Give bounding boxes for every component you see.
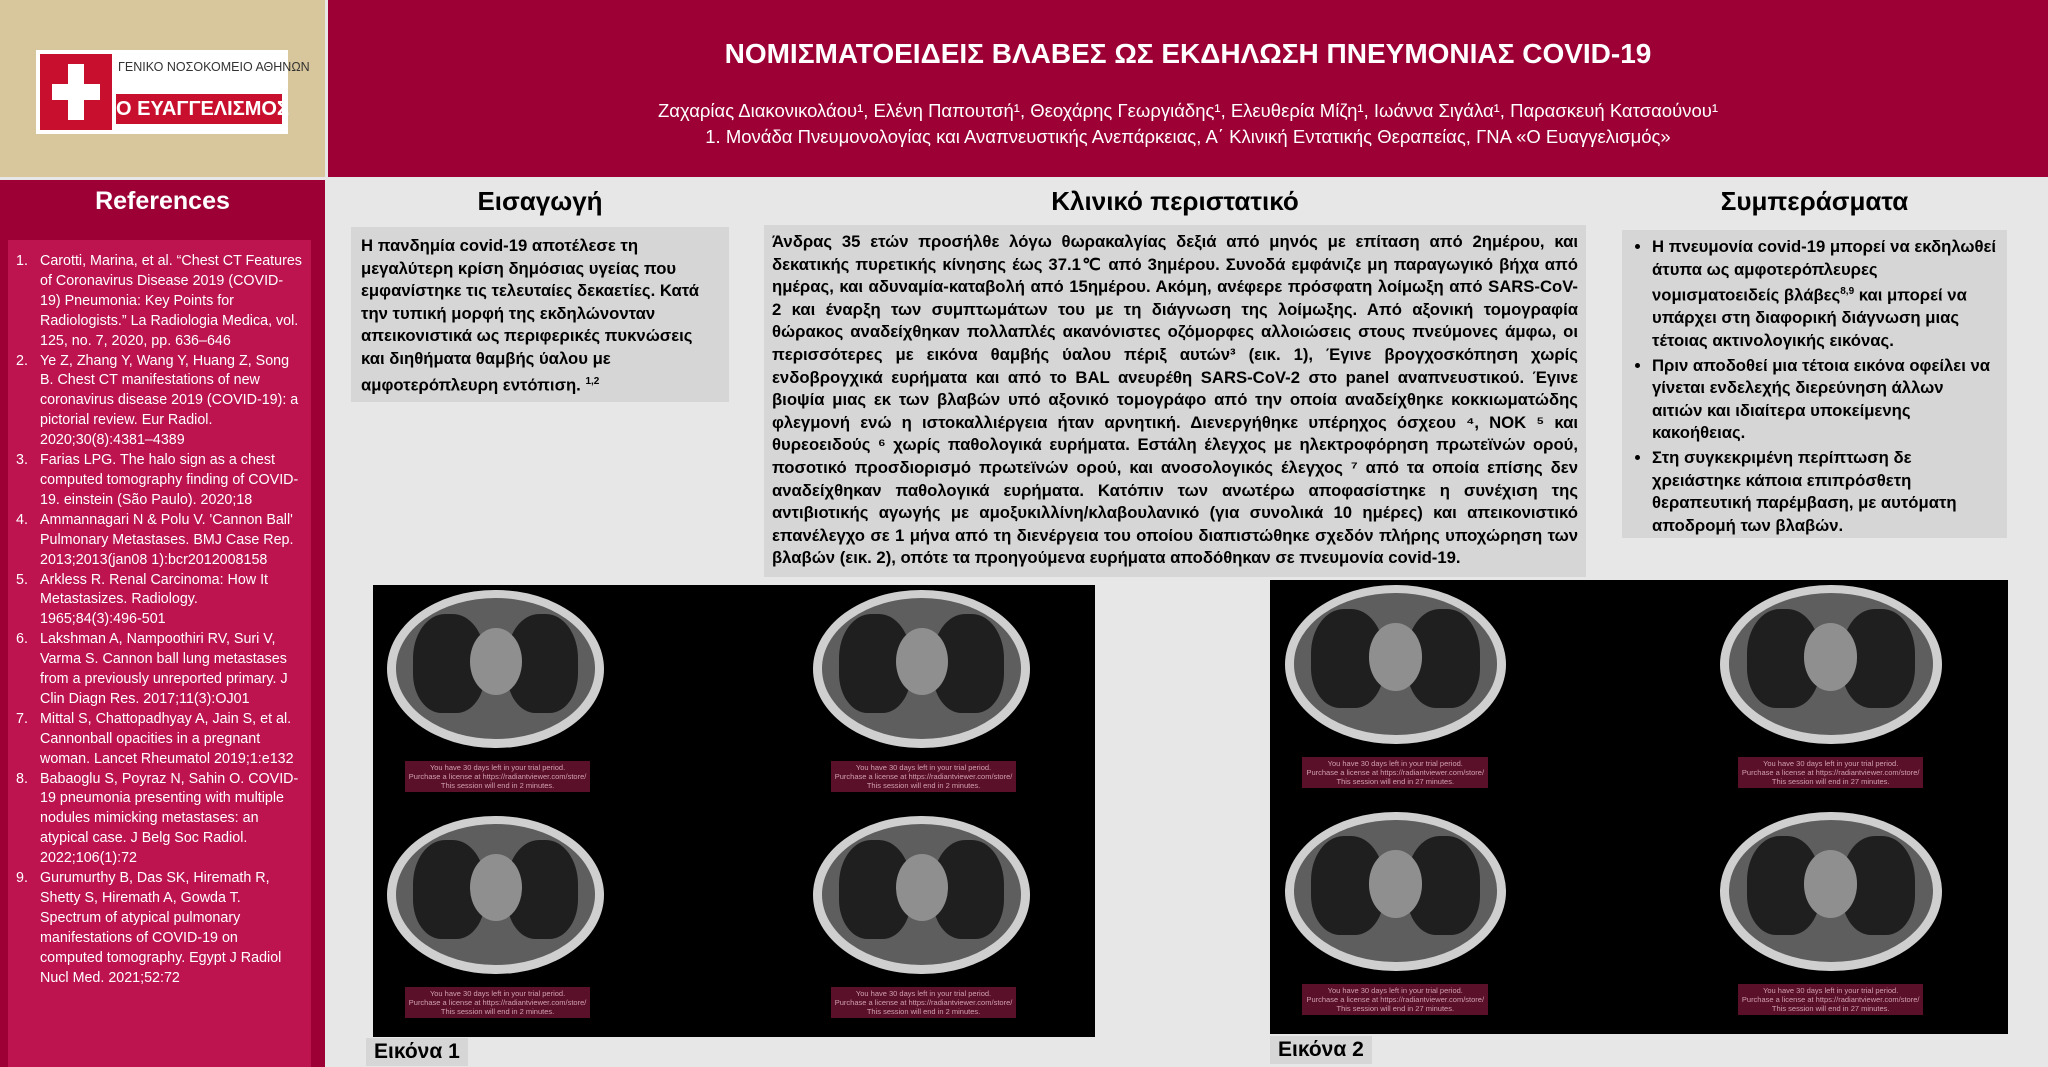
conclusions-box	[1622, 230, 2007, 538]
reference-item	[16, 630, 303, 710]
viewer-watermark: You have 30 days left in your trial period. Purchase a license at https://radiantviewer.com/store/ This session will end in 2 minutes.	[831, 761, 1017, 792]
viewer-watermark: You have 30 days left in your trial period. Purchase a license at https://radiantviewer.com/store/ This session will end in 2 minutes.	[405, 987, 591, 1018]
reference-text: Carotti, Marina, et al. “Chest CT Features of Coronavirus Disease 2019 (COVID-19) Pneumonia: Key Points for Radiologists.” La Radiologia Medica, vol. 125, no. 7, 2020, pp. 636–646	[40, 253, 302, 349]
logo-line2: Ο ΕΥΑΓΓΕΛΙΣΜΟΣ	[116, 94, 282, 124]
reference-text: Mittal S, Chattopadhyay A, Jain S, et al. Cannonball opacities in a pregnant woman. Lancet Rheumatol 2019;1:e132	[40, 710, 294, 767]
ct-scan-image	[1720, 812, 1941, 989]
reference-number: 2.	[16, 352, 28, 369]
references-title: References	[95, 187, 230, 215]
reference-item	[16, 869, 303, 988]
reference-number: 1.	[16, 253, 28, 269]
figure-2-ct-scans	[1270, 580, 2008, 1034]
viewer-watermark: You have 30 days left in your trial period. Purchase a license at https://radiantviewer.com/store/ This session will end in 27 minutes.	[1302, 757, 1488, 788]
ct-scan-image	[387, 816, 604, 992]
viewer-watermark: You have 30 days left in your trial period. Purchase a license at https://radiantviewer.com/store/ This session will end in 27 minutes.	[1302, 984, 1488, 1015]
references-box	[8, 240, 311, 1067]
reference-item	[16, 511, 303, 571]
case-heading: Κλινικό περιστατικό	[1051, 186, 1299, 216]
reference-text: Lakshman A, Nampoothiri RV, Suri V, Varma S. Cannon ball lung metastases from a previously unreported primary. J Clin Diagn Res. 2017;11(3):OJ01	[40, 631, 288, 707]
reference-text: Ammannagari N & Polu V. 'Cannon Ball' Pulmonary Metastases. BMJ Case Rep. 2013;2013(jan08 1):bcr2012008158	[40, 511, 294, 568]
reference-text: Ye Z, Zhang Y, Wang Y, Huang Z, Song B. Chest CT manifestations of new coronavirus disease 2019 (COVID-19): a pictorial review. Eur Radiol. 2020;30(8):4381–4389	[40, 352, 299, 449]
reference-number: 9.	[16, 870, 28, 887]
conclusion-item: • Πριν αποδοθεί μια τέτοια εικόνα οφείλει να γίνεται ενδελεχής διερεύνηση άλλων αιτιών και ιδιαίτερα υποκείμενης κακοήθειας.	[1652, 355, 1997, 445]
viewer-watermark: You have 30 days left in your trial period. Purchase a license at https://radiantviewer.com/store/ This session will end in 2 minutes.	[405, 761, 591, 792]
ct-scan-image	[387, 590, 604, 766]
logo-line1: ΓΕΝΙΚΟ ΝΟΣΟΚΟΜΕΙΟ ΑΘΗΝΩΝ	[118, 60, 310, 74]
figure-1-caption: Εικόνα 1	[366, 1038, 468, 1066]
ct-scan-image	[1285, 585, 1506, 762]
reference-number: 5.	[16, 571, 28, 588]
reference-item	[16, 252, 303, 352]
reference-item	[16, 352, 303, 452]
reference-text: Babaoglu S, Poyraz N, Sahin O. COVID-19 pneumonia presenting with multiple nodules mimicking metastases: an atypical case. J Belg Soc Radiol. 2022;106(1):72	[40, 770, 299, 867]
figure-2-caption: Εικόνα 2	[1270, 1036, 1372, 1064]
ct-scan-image	[813, 590, 1030, 766]
conclusion-item: • Η πνευμονία covid-19 μπορεί να εκδηλωθεί άτυπα ως αμφοτερόπλευρες νομισματοειδείς βλάβες$^{8,9}$ και μπορεί να υπάρχει στη διαφορική διάγνωση μιας τέτοιας ακτινολογικής εικόνας.	[1652, 236, 1997, 353]
conclusions-list	[1630, 236, 1997, 537]
viewer-watermark: You have 30 days left in your trial period. Purchase a license at https://radiantviewer.com/store/ This session will end in 27 minutes.	[1738, 757, 1924, 788]
conclusions-heading: Συμπεράσματα	[1720, 186, 1909, 216]
ct-scan-image	[1285, 812, 1506, 989]
reference-number: 8.	[16, 770, 28, 787]
reference-number: 7.	[16, 710, 28, 727]
reference-item	[16, 770, 303, 870]
viewer-watermark: You have 30 days left in your trial period. Purchase a license at https://radiantviewer.com/store/ This session will end in 27 minutes.	[1738, 984, 1924, 1015]
authors: Ζαχαρίας Διακονικολάου¹, Ελένη Παπουτσή¹, Θεοχάρης Γεωργιάδης¹, Ελευθερία Μίζη¹, Ιωάννα Σιγάλα¹, Παρασκευή Κατσαούνου¹	[657, 100, 1719, 121]
viewer-watermark: You have 30 days left in your trial period. Purchase a license at https://radiantviewer.com/store/ This session will end in 2 minutes.	[831, 987, 1017, 1018]
intro-text: Η πανδημία covid-19 αποτέλεσε τη μεγαλύτερη κρίση δημόσιας υγείας που εμφανίστηκε τις τελευταίες δεκαετίες. Κατά την τυπική μορφή της εκδηλώνονταν απεικονιστικά ως περιφερικές πυκνώσεις και διηθήματα θαμβής ύαλου με αμφοτερόπλευρη εντόπιση.	[361, 236, 700, 395]
reference-number: 4.	[16, 511, 28, 528]
case-box	[764, 225, 1586, 577]
logo-panel	[0, 0, 325, 177]
poster-title: ΝΟΜΙΣΜΑΤΟΕΙΔΕΙΣ ΒΛΑΒΕΣ ΩΣ ΕΚΔΗΛΩΣΗ ΠΝΕΥΜΟΝΙΑΣ COVID-19	[724, 38, 1652, 69]
figure-1-ct-scans	[373, 585, 1095, 1037]
case-text: Άνδρας 35 ετών προσήλθε λόγω θωρακαλγίας δεξιά από μηνός με επίταση από 2ημέρου, και δεκατικής πυρετικής κίνησης έως 37.1℃ από 3ημέρου. Συνοδά εμφάνιζε μη παραγωγικό βήχα από ημέρας, και αδυναμία-καταβολή από 15ημέρου. Ακόμη, ανέφερε πρόσφατη λοίμωξη από SARS-CoV-2 και έναρξη των συμπτωμάτων του με τη διάγνωση της λοίμωξης. Από αξονική τομογραφία θώρακος αναδείχθηκαν πολλαπλές ακανόνιστες οζόμορφες αλλοιώσεις στους πνεύμονες άμφω, οι περισσότερες με εικόνα θαμβής ύαλου πέριξ αυτών³ (εικ. 1), Έγινε βρογχοσκόπηση χωρίς ενδοβρογχικά ευρήματα και από το BAL ανευρέθη SARS-CoV-2 στο panel αναπνευστικού. Έγινε βιοψία μιας εκ των βλαβών υπό αξονικό τομογράφο από την οποία αναδείχθηκε κοκκιωματώδης φλεγμονή ενώ η ιστοκαλλιέργεια ήταν αρνητική. Διενεργήθηκε υπέρηχος όσχεου ⁴, ΝΟΚ ⁵ και θυρεοειδούς ⁶ χωρίς παθολογικά ευρήματα. Εστάλη έλεγχος με ηλεκτροφόρηση πρωτεϊνών ορού, ποσοτικό προσδιορισμό πρωτεϊνών ορού, και ανοσολογικός έλεγχος ⁷ από τα οποία επίσης δεν αναδείχθηκαν παθολογικά ευρήματα. Κατόπιν των ανωτέρω αποφασίστηκε η συνέχιση της αντιβιοτικής αγωγής με αμοξυκιλλίνη/κλαβουλανικό (για συνολικά 10 ημέρες) και απεικονιστικό επανέλεγχο σε 1 μήνα από τη διενέργεια του οποίου διαπιστώθηκε σχεδόν πλήρης υποχώρηση των βλαβών (εικ. 2), οπότε τα προηγούμενα ευρήματα αποδόθηκαν σε πνευμονία covid-19.	[772, 232, 1578, 568]
reference-text: Arkless R. Renal Carcinoma: How It Metastasizes. Radiology. 1965;84(3):496-501	[40, 571, 269, 628]
reference-number: 6.	[16, 631, 28, 648]
ct-scan-image	[813, 816, 1030, 992]
reference-item	[16, 710, 303, 770]
reference-number: 3.	[16, 452, 28, 469]
affiliation: 1. Μονάδα Πνευμονολογίας και Αναπνευστικής Ανεπάρκειας, Α΄ Κλινική Εντατικής Θεραπείας, ΓΝΑ «Ο Ευαγγελισμός»	[705, 126, 1671, 147]
conclusion-item: • Στη συγκεκριμένη περίπτωση δε χρειάστηκε κάποια επιπρόσθετη θεραπευτική παρέμβαση, με αυτόματη αποδρομή των βλαβών.	[1652, 447, 1997, 537]
references-list	[8, 240, 311, 989]
intro-sup: 1,2	[585, 375, 600, 387]
reference-text: Gurumurthy B, Das SK, Hiremath R, Shetty S, Hiremath A, Gowda T. Spectrum of atypical pulmonary manifestations of COVID-19 on computed tomography. Egypt J Radiol Nucl Med. 2021;52:72	[40, 870, 282, 986]
intro-box	[351, 227, 729, 402]
hospital-logo	[36, 50, 310, 134]
reference-item	[16, 571, 303, 631]
reference-text: Farias LPG. The halo sign as a chest computed tomography finding of COVID-19. einstein (São Paulo). 2020;18	[40, 452, 299, 508]
reference-item	[16, 451, 303, 511]
cross-icon	[40, 54, 112, 130]
poster-header	[328, 0, 2048, 177]
intro-heading: Εισαγωγή	[477, 186, 603, 216]
ct-scan-image	[1720, 585, 1941, 762]
